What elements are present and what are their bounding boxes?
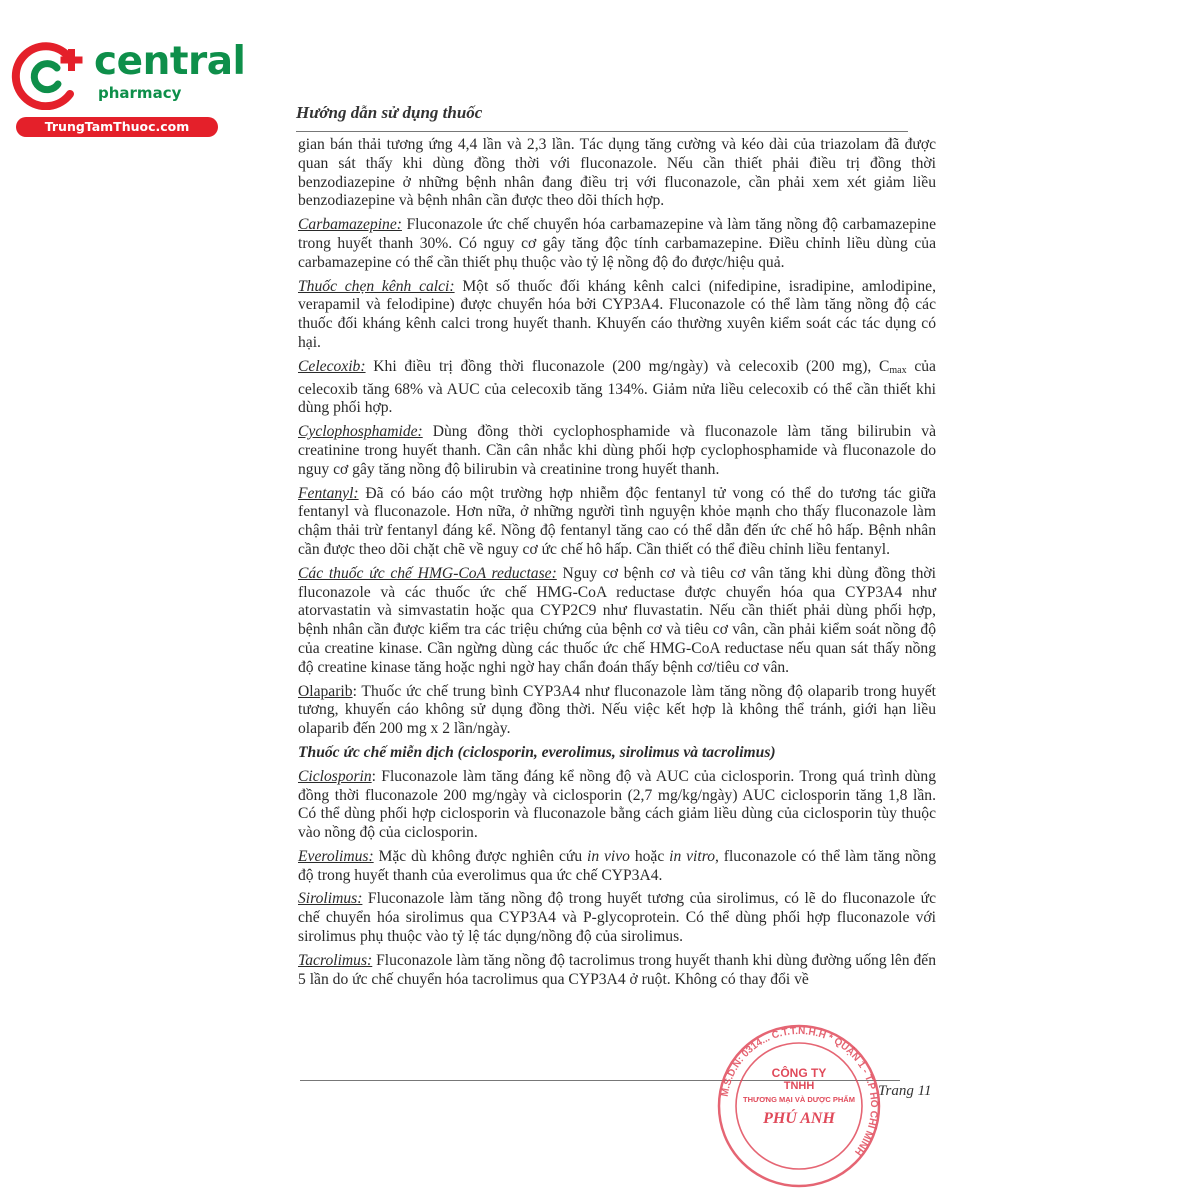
term-hmg-coa: Các thuốc ức chế HMG-CoA reductase: [298, 564, 557, 582]
term-celecoxib: Celecoxib: [298, 357, 366, 375]
term-sirolimus: Sirolimus: [298, 890, 363, 908]
term-everolimus: Everolimus: [298, 847, 374, 865]
page-number: Trang 11 [878, 1083, 932, 1099]
logo-url-badge[interactable]: TrungTamThuoc.com [16, 117, 218, 137]
text-olaparib: : Thuốc ức chế trung bình CYP3A4 như fluconazole làm tăng nồng độ olaparib trong huyết tương, khuyến cáo không sử dụng đồng thời. Nếu việc kết hợp là không thể tránh, giới hạn liều olaparib đến 200 mg x 2 lần/ngày. [298, 682, 936, 738]
pharmacy-c-cross-icon [10, 40, 88, 110]
paragraph-everolimus [298, 848, 936, 886]
term-cyclophosphamide: Cyclophosphamide: [298, 423, 423, 441]
paragraph-sirolimus [298, 890, 936, 946]
term-olaparib: Olaparib [298, 682, 353, 700]
text-celecoxib-b: của celecoxib tăng 68% và AUC của celecoxib tăng 134%. Giảm nửa liều celecoxib có thể cần thiết khi dùng phối hợp. [298, 357, 936, 417]
text-hmg-coa: Nguy cơ bệnh cơ và tiêu cơ vân tăng khi dùng đồng thời fluconazole và các thuốc ức chế HMG-CoA reductase được chuyển hóa qua CYP3A4 như atorvastatin và simvastatin hoặc qua CYP2C9 như fluvastatin. Nếu cần thiết phải dùng phối hợp, bệnh nhân cần được kiểm tra các triệu chứng của bệnh cơ và tiêu cơ vân, cần phải kiểm soát nồng độ của creatine kinase. Cần ngừng dùng các thuốc ức chế HMG-CoA reductase nếu quan sát thấy nồng độ creatine kinase tăng hoặc nghi ngờ hay chẩn đoán thấy bệnh cơ/tiêu cơ vân. [298, 564, 936, 676]
paragraph-tacrolimus [298, 952, 936, 990]
paragraph-celecoxib [298, 358, 936, 418]
paragraph-ciclosporin [298, 768, 936, 843]
term-calcium-channel-blockers: Thuốc chẹn kênh calci: [298, 277, 455, 295]
text-everolimus-a: Mặc dù không được nghiên cứu [373, 847, 587, 865]
stamp-line-tnhh: TNHH [783, 1080, 815, 1092]
stamp-inner-text [706, 1022, 892, 1190]
text-fentanyl: Đã có báo cáo một trường hợp nhiễm độc fentanyl tử vong có thể do tương tác giữa fentanyl và fluconazole. Hơn nữa, ở những người tình nguyện khỏe mạnh cho thấy fluconazole làm chậm thải trừ fentanyl đáng kể. Nồng độ fentanyl tăng cao có thể dẫn đến ức chế hô hấp. Bệnh nhân cần được theo dõi chặt chẽ về nguy cơ ức chế hô hấp. Cần thiết có thể điều chỉnh liều fentanyl. [298, 484, 936, 558]
text-carbamazepine: Fluconazole ức chế chuyển hóa carbamazepine và làm tăng nồng độ carbamazepine trong huyết thanh 30%. Có nguy cơ gây tăng độc tính carbamazepine. Điều chỉnh liều dùng của carbamazepine có thể cần thiết phụ thuộc vào tỷ lệ nồng độ đo được/hiệu quả. [298, 216, 936, 271]
document-header-title: Hướng dẫn sử dụng thuốc [296, 103, 483, 122]
term-fentanyl: Fentanyl: [298, 484, 359, 502]
text-sirolimus: Fluconazole làm tăng nồng độ trong huyết tương của sirolimus, có lẽ do fluconazole ức chế chuyển hóa sirolimus qua CYP3A4 và P-glycoprotein. Có thể dùng phối hợp fluconazole với sirolimus phụ thuộc vào tỷ lệ tác dụng/nồng độ của sirolimus. [298, 890, 936, 946]
header-divider [296, 131, 908, 132]
section-title-immunosuppressants: Thuốc ức chế miễn dịch (ciclosporin, everolimus, sirolimus và tacrolimus) [298, 743, 776, 761]
text-in-vitro: in vitro [669, 847, 716, 865]
central-pharmacy-logo[interactable] [8, 36, 246, 136]
stamp-line-name: PHÚ ANH [763, 1110, 835, 1127]
stamp-line-trade: THƯƠNG MẠI VÀ DƯỢC PHẨM [743, 1095, 855, 1104]
subscript-max: max [889, 364, 907, 376]
stamp-line-company: CÔNG TY [771, 1066, 827, 1080]
text-celecoxib-a: Khi điều trị đồng thời fluconazole (200 mg/ngày) và celecoxib (200 mg), C [365, 357, 890, 375]
paragraph-benzodiazepine: gian bán thải tương ứng 4,4 lần và 2,3 lần. Tác dụng tăng cường và kéo dài của triazolam đã được quan sát thấy khi dùng đồng thời với fluconazole. Nếu cần thiết phải điều trị đồng thời benzodiazepine ở những bệnh nhân đang điều trị với fluconazole, cần phải xem xét giảm liều benzodiazepine và bệnh nhân cần được theo dõi thích hợp. [298, 136, 936, 210]
text-tacrolimus: Fluconazole làm tăng nồng độ tacrolimus trong huyết thanh khi dùng đường uống lên đến 5 lần do ức chế chuyển hóa tacrolimus qua CYP3A4 ở ruột. Không có thay đổi về [298, 951, 936, 988]
paragraph-hmg-coa [298, 565, 936, 678]
term-carbamazepine: Carbamazepine: [298, 216, 402, 234]
text-ciclosporin: : Fluconazole làm tăng đáng kể nồng độ và AUC của ciclosporin. Trong quá trình dùng đồng thời fluconazole 200 mg/ngày và ciclosporin (2,7 mg/kg/ngày) AUC ciclosporin tăng 1,8 lần. Có thể dùng phối hợp ciclosporin và fluconazole bằng cách giảm liều dùng của ciclosporin tùy thuộc vào nồng độ của ciclosporin. [298, 767, 936, 842]
paragraph-carbamazepine [298, 216, 936, 272]
paragraph-fentanyl [298, 485, 936, 560]
paragraph-cyclophosphamide [298, 423, 936, 479]
text-calcium-channel-blockers: Một số thuốc đối kháng kênh calci (nifedipine, isradipine, amlodipine, verapamil và felodipine) được chuyển hóa bởi CYP3A4. Fluconazole có thể làm tăng nồng độ các thuốc đối kháng kênh calci trong huyết thanh. Khuyến cáo thường xuyên kiểm soát các tác dụng có hại. [298, 277, 936, 351]
text-everolimus-c: , fluconazole có thể làm tăng nồng độ trong huyết thanh của everolimus qua ức chế CYP3A4. [298, 847, 937, 884]
text-cyclophosphamide: Dùng đồng thời cyclophosphamide và fluconazole làm tăng bilirubin và creatinine trong huyết thanh. Cần cân nhắc khi dùng phối hợp cyclophosphamide và fluconazole do nguy cơ gây tăng nồng độ bilirubin và creatinine trong huyết thanh. [298, 423, 936, 478]
paragraph-olaparib [298, 683, 936, 739]
paragraph-calcium-channel-blockers [298, 278, 936, 353]
document-body [298, 136, 936, 994]
logo-name: central [94, 39, 246, 84]
logo-subtitle: pharmacy [98, 84, 182, 102]
text-everolimus-b: hoặc [629, 847, 670, 865]
term-tacrolimus: Tacrolimus: [298, 951, 373, 969]
stamp-ring-text: M.S.D.N: 0314... C.T.T.N.H.H * QUẬN 1 - T.P HỒ CHÍ MINH [719, 1025, 880, 1158]
term-ciclosporin: Ciclosporin [298, 767, 372, 785]
text-in-vivo: in vivo [587, 847, 630, 865]
